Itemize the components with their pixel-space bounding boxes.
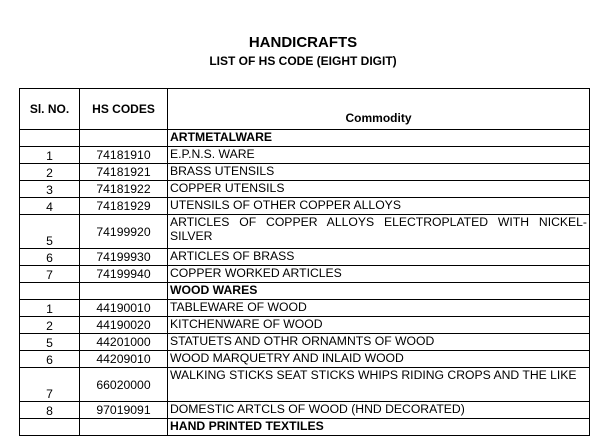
table-row	[20, 249, 590, 266]
cell-commodity: BRASS UTENSILS	[168, 164, 590, 181]
cell-commodity: ARTICLES OF BRASS	[168, 249, 590, 266]
cell-hs-code: 74181922	[80, 181, 168, 198]
cell-sl-no	[20, 283, 80, 300]
table-row	[20, 147, 590, 164]
table-row	[20, 198, 590, 215]
cell-sl-no: 8	[20, 402, 80, 419]
table-row	[20, 402, 590, 419]
table-body	[20, 130, 590, 436]
cell-commodity: COPPER WORKED ARTICLES	[168, 266, 590, 283]
cell-commodity: E.P.N.S. WARE	[168, 147, 590, 164]
cell-commodity: HAND PRINTED TEXTILES	[168, 419, 590, 436]
cell-sl-no: 7	[20, 368, 80, 402]
table-row	[20, 164, 590, 181]
cell-commodity: COPPER UTENSILS	[168, 181, 590, 198]
cell-hs-code: 44209010	[80, 351, 168, 368]
cell-hs-code: 44190010	[80, 300, 168, 317]
cell-commodity: STATUETS AND OTHR ORNAMNTS OF WOOD	[168, 334, 590, 351]
cell-sl-no: 6	[20, 351, 80, 368]
header-hs-codes: HS CODES	[80, 89, 168, 130]
cell-sl-no	[20, 130, 80, 147]
table-row	[20, 266, 590, 283]
cell-commodity: WALKING STICKS SEAT STICKS WHIPS RIDING CROPS AND THE LIKE	[168, 368, 590, 402]
cell-sl-no: 6	[20, 249, 80, 266]
cell-sl-no: 4	[20, 198, 80, 215]
cell-hs-code: 44190020	[80, 317, 168, 334]
cell-commodity: DOMESTIC ARTCLS OF WOOD (HND DECORATED)	[168, 402, 590, 419]
cell-sl-no: 3	[20, 181, 80, 198]
cell-commodity: TABLEWARE OF WOOD	[168, 300, 590, 317]
section-row	[20, 130, 590, 147]
cell-sl-no: 7	[20, 266, 80, 283]
cell-sl-no: 2	[20, 164, 80, 181]
table-row	[20, 300, 590, 317]
header-commodity: Commodity	[168, 89, 590, 130]
cell-sl-no: 5	[20, 334, 80, 351]
cell-commodity: ARTMETALWARE	[168, 130, 590, 147]
table-row	[20, 317, 590, 334]
cell-hs-code: 74199930	[80, 249, 168, 266]
cell-sl-no: 5	[20, 215, 80, 249]
cell-hs-code: 66020000	[80, 368, 168, 402]
cell-hs-code: 97019091	[80, 402, 168, 419]
cell-sl-no: 1	[20, 300, 80, 317]
cell-hs-code: 74199940	[80, 266, 168, 283]
cell-hs-code	[80, 283, 168, 300]
document-subtitle: LIST OF HS CODE (EIGHT DIGIT)	[209, 54, 397, 68]
table-row	[20, 334, 590, 351]
cell-hs-code	[80, 130, 168, 147]
header-sl-no: Sl. NO.	[20, 89, 80, 130]
table-row	[20, 181, 590, 198]
cell-sl-no: 1	[20, 147, 80, 164]
cell-sl-no: 2	[20, 317, 80, 334]
table-header-row	[20, 89, 590, 130]
cell-commodity: UTENSILS OF OTHER COPPER ALLOYS	[168, 198, 590, 215]
cell-hs-code: 74181921	[80, 164, 168, 181]
cell-commodity: WOOD WARES	[168, 283, 590, 300]
cell-hs-code: 74199920	[80, 215, 168, 249]
cell-hs-code: 74181910	[80, 147, 168, 164]
section-row	[20, 283, 590, 300]
cell-hs-code: 44201000	[80, 334, 168, 351]
document-title: HANDICRAFTS	[248, 34, 358, 51]
hs-code-table	[19, 88, 590, 436]
table-row	[20, 215, 590, 249]
table-row	[20, 368, 590, 402]
cell-commodity: ARTICLES OF COPPER ALLOYS ELECTROPLATED WITH NICKEL-SILVER	[168, 215, 590, 249]
cell-hs-code: 74181929	[80, 198, 168, 215]
table-row	[20, 351, 590, 368]
cell-commodity: KITCHENWARE OF WOOD	[168, 317, 590, 334]
cell-commodity: WOOD MARQUETRY AND INLAID WOOD	[168, 351, 590, 368]
